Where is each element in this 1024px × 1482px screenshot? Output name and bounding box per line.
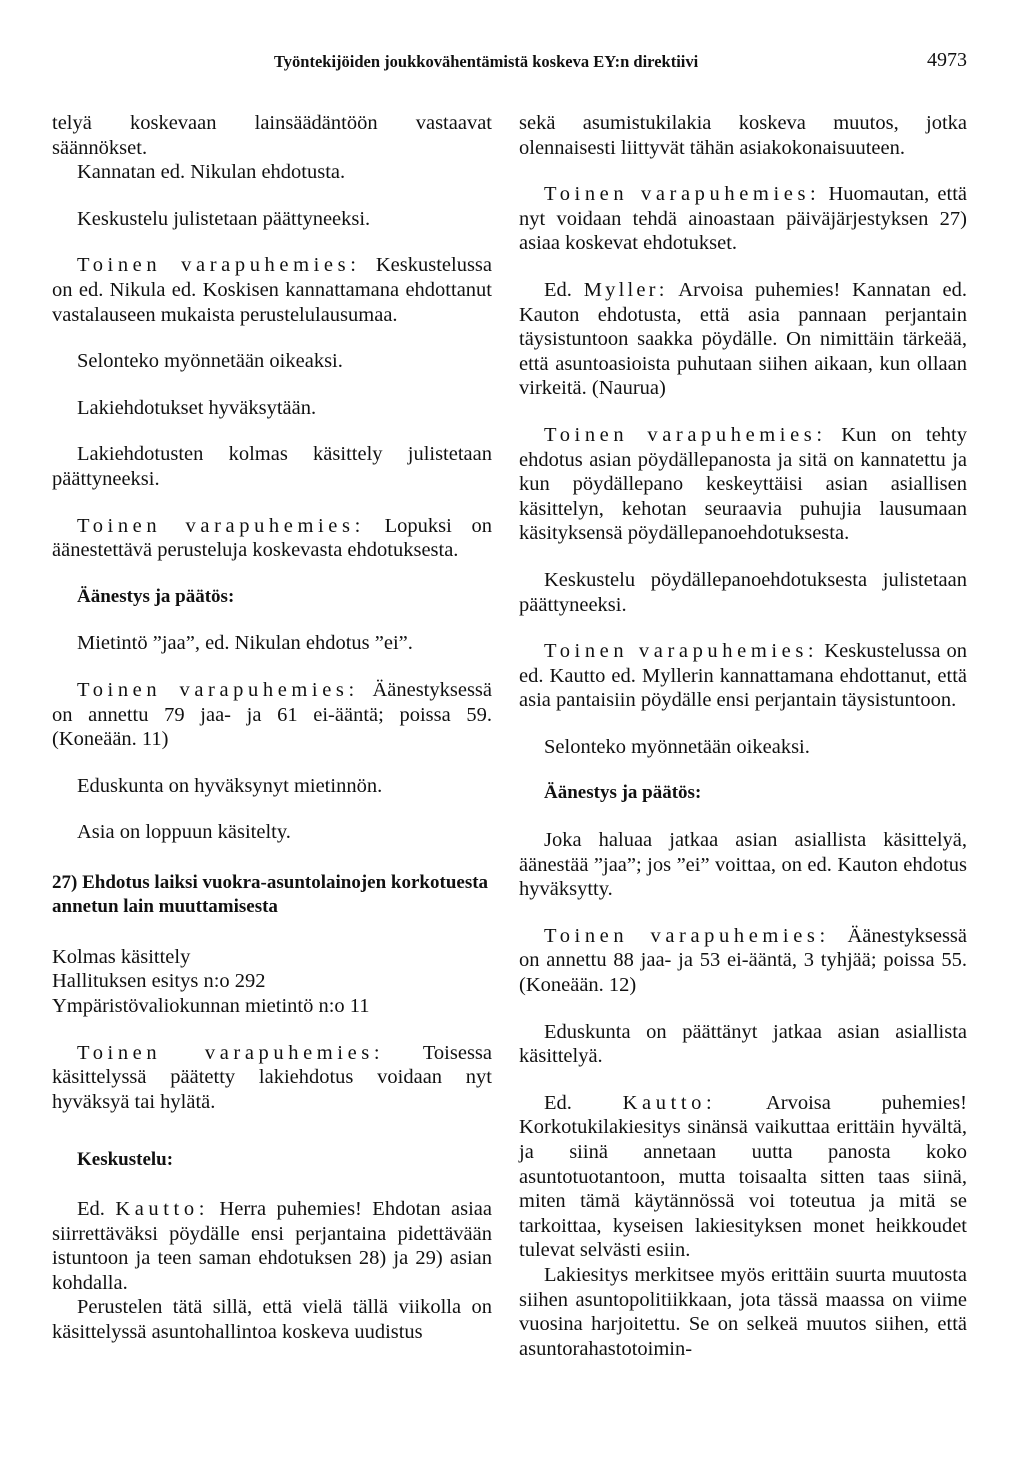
paragraph: sekä asumistukilakia koskeva muutos, jotka olennaisesti liittyvät tähän asiakokonaisuuteen.: [519, 112, 967, 159]
speech-text: Huomautan, että nyt voidaan tehdä ainoastaan päiväjärjestyksen 27) asiaa koskevat ehdotukset.: [519, 183, 967, 255]
paragraph: [52, 514, 492, 563]
running-title: Työntekijöiden joukkovähentämistä koskeva EY:n direktiivi: [274, 52, 699, 71]
paragraph: [519, 639, 967, 713]
speaker-name: Toinen varapuhemies:: [544, 640, 819, 663]
paragraph: [52, 678, 492, 752]
speaker-name: Myller:: [583, 278, 668, 301]
speaker-name: Toinen varapuhemies:: [77, 678, 359, 701]
meta-line: Kolmas käsittely: [52, 945, 191, 968]
subheading: Äänestys ja päätös:: [544, 782, 702, 804]
paragraph: Keskustelu pöydällepanoehdotuksesta julistetaan päättyneeksi.: [519, 568, 967, 616]
paragraph: [52, 253, 492, 327]
paragraph: telyä koskevaan lainsäädäntöön vastaavat säännökset.: [52, 112, 492, 159]
speaker-name: Toinen varapuhemies:: [544, 423, 827, 446]
paragraph: Selonteko myönnetään oikeaksi.: [77, 350, 343, 373]
subheading: Keskustelu:: [77, 1149, 174, 1171]
section-title: 27) Ehdotus laiksi vuokra-asuntolainojen korkotuesta annetun lain muuttamisesta: [52, 871, 489, 917]
speaker-prefix: Ed.: [544, 1091, 623, 1114]
speech-text: Keskustelussa on ed. Nikula ed. Koskisen kannattamana ehdottanut vastalauseen mukaista perustelulausumaa.: [52, 254, 493, 326]
paragraph: [519, 278, 967, 401]
speaker-prefix: Ed.: [77, 1198, 116, 1221]
speech-text: Keskustelussa on ed. Kautto ed. Myllerin kannattamana ehdottanut, että asia pantaisiin pöydälle ensi perjantain täysistuntoon.: [519, 640, 968, 712]
speaker-prefix: Ed.: [544, 278, 584, 301]
paragraph: [52, 1197, 492, 1295]
speech-text: Lopuksi on äänestettävä perusteluja koskevasta ehdotuksesta.: [52, 514, 493, 562]
speech-text: Äänestyksessä on annettu 79 jaa- ja 61 ei-ääntä; poissa 59. (Koneään. 11): [52, 678, 493, 751]
speaker-name: Kautto:: [622, 1091, 717, 1114]
speaker-name: Toinen varapuhemies:: [544, 183, 821, 206]
section-meta: [52, 945, 492, 1019]
paragraph: [519, 182, 967, 256]
speech-text: Herra puhemies! Ehdotan asiaa siirrettäväksi pöydälle ensi perjantaina pidettävään istuntoon ja teen saman ehdotuksen 28) ja 29) asian kohdalla.: [52, 1198, 492, 1294]
paragraph: Eduskunta on hyväksynyt mietinnön.: [77, 774, 383, 797]
speech-text: Arvoisa puhemies! Kannatan ed. Kauton ehdotusta, että asia pannaan perjantain täysistuntoon saakka pöydälle. On nimittäin tärkeää, että asuntoasioista puhutaan siihen aikaan, kun ollaan virkeitä. (Naurua): [519, 278, 967, 400]
paragraph: Lakiehdotusten kolmas käsittely julistetaan päättyneeksi.: [52, 443, 492, 490]
speaker-name: Kautto:: [115, 1198, 210, 1221]
speech-text: Äänestyksessä on annettu 88 jaa- ja 53 ei-ääntä, 3 tyhjää; poissa 55. (Koneään. 12): [519, 924, 968, 997]
meta-line: Ympäristövaliokunnan mietintö n:o 11: [52, 995, 370, 1018]
paragraph: Joka haluaa jatkaa asian asiallista käsittelyä, äänestää ”jaa”; jos ”ei” voittaa, on ed. Kauton ehdotus hyväksytty.: [519, 829, 967, 901]
paragraph: [519, 423, 967, 546]
speaker-name: Toinen varapuhemies:: [77, 1041, 385, 1064]
paragraph: Keskustelu julistetaan päättyneeksi.: [77, 207, 371, 230]
subheading: Äänestys ja päätös:: [77, 585, 235, 607]
paragraph: Mietintö ”jaa”, ed. Nikulan ehdotus ”ei”.: [77, 632, 413, 655]
paragraph: Kannatan ed. Nikulan ehdotusta.: [77, 161, 346, 184]
left-column: [52, 111, 492, 1345]
paragraph: Eduskunta on päättänyt jatkaa asian asiallista käsittelyä.: [519, 1020, 967, 1068]
speech-text: Kun on tehty ehdotus asian pöydällepanosta ja sitä on kannatettu ja kun pöydällepano keskeyttäisi asian asiallisen käsittelyn, kehotan seuraavia puhujia lausumaan käsityksensä pöydällepanoehdotuksesta.: [519, 423, 968, 545]
speaker-name: Toinen varapuhemies:: [77, 254, 361, 277]
paragraph: Lakiehdotukset hyväksytään.: [77, 396, 317, 419]
speaker-name: Toinen varapuhemies:: [544, 924, 830, 947]
paragraph: Selonteko myönnetään oikeaksi.: [544, 735, 810, 758]
page-header: [52, 50, 967, 78]
paragraph: [519, 924, 967, 998]
speech-text: Toisessa käsittelyssä päätetty lakiehdotus voidaan nyt hyväksyä tai hylätä.: [52, 1041, 492, 1113]
paragraph: Asia on loppuun käsitelty.: [77, 821, 291, 844]
paragraph: [519, 1091, 967, 1263]
meta-line: Hallituksen esitys n:o 292: [52, 970, 266, 993]
paragraph: Perustelen tätä sillä, että vielä tällä viikolla on käsittelyssä asuntohallintoa koskeva uudistus: [52, 1296, 492, 1343]
paragraph: Lakiesitys merkitsee myös erittäin suurta muutosta siihen asuntopolitiikkaan, jota tässä maassa on viime vuosina harjoitettu. Se on selkeä muutos siihen, että asuntorahastotoimin-: [519, 1263, 967, 1360]
right-column: [519, 111, 967, 1361]
speech-text: Arvoisa puhemies! Korkotukilakiesitys sinänsä vaikuttaa erittäin hyvältä, ja siinä annetaan uutta panosta koko asuntotuotantoon, mutta toisaalta sitten taas siinä, miten tämä käytännössä voi toteutua ja mitä se tarkoittaa, kyseisen lakiesityksen monet heikkoudet tulevat selvästi esiin.: [519, 1091, 967, 1262]
speaker-name: Toinen varapuhemies:: [77, 514, 365, 537]
paragraph: [52, 1041, 492, 1115]
page-number: 4973: [927, 49, 967, 71]
